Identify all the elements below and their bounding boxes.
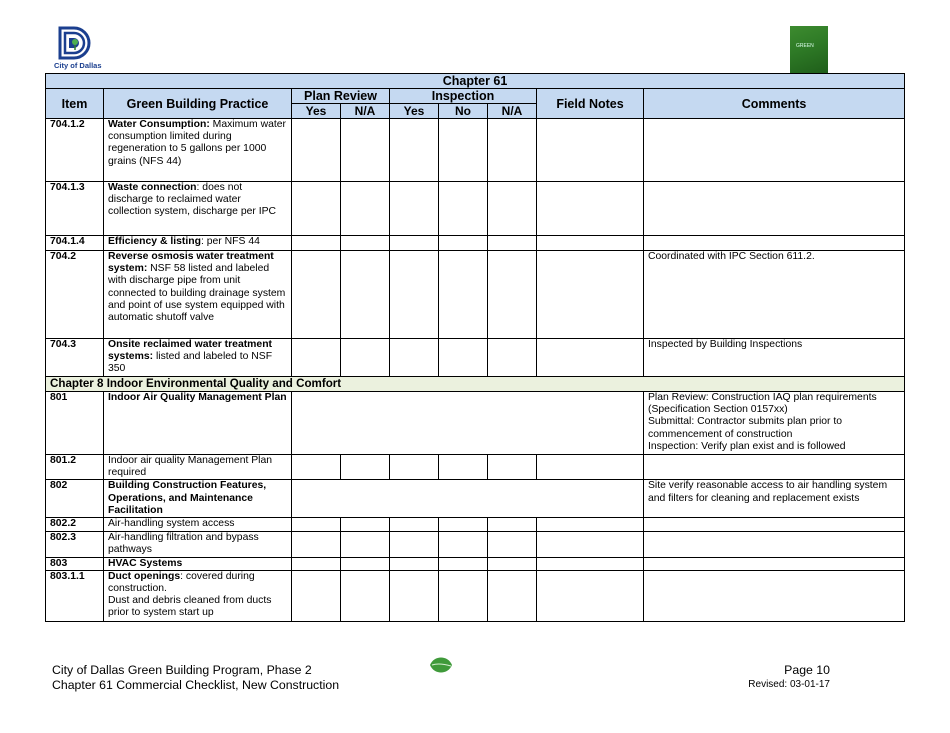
footer-line-2: Chapter 61 Commercial Checklist, New Construction xyxy=(52,677,340,692)
item-number: 704.2 xyxy=(46,251,104,339)
inspection-no-cell[interactable] xyxy=(439,339,488,377)
field-notes-cell[interactable] xyxy=(537,251,644,339)
inspection-na-cell[interactable] xyxy=(488,182,537,236)
practice-description: Air-handling system access xyxy=(108,518,235,530)
comment-cell xyxy=(644,557,905,570)
practice-cell xyxy=(104,236,292,251)
chapter-title: Chapter 61 xyxy=(46,74,905,89)
merged-check-cell xyxy=(292,480,644,518)
practice-description: NSF 58 listed and labeled with discharge pipe from unit connected to building drainage system and point of use system equipped with automatic shutoff valve xyxy=(108,263,286,324)
header-inspection-no: No xyxy=(439,104,488,119)
table-row xyxy=(46,480,905,518)
inspection-na-cell[interactable] xyxy=(488,119,537,182)
inspection-no-cell[interactable] xyxy=(439,557,488,570)
comment-cell xyxy=(644,455,905,480)
header-inspection-na: N/A xyxy=(488,104,537,119)
plan-review-yes-cell[interactable] xyxy=(292,339,341,377)
checklist-rows xyxy=(46,119,905,622)
green-building-checklist-table xyxy=(45,73,905,622)
section-title: Chapter 8 Indoor Environmental Quality and Comfort xyxy=(46,377,905,392)
inspection-na-cell[interactable] xyxy=(488,557,537,570)
item-number: 704.3 xyxy=(46,339,104,377)
page-number: Page 10 xyxy=(784,663,830,677)
table-row xyxy=(46,557,905,570)
practice-cell xyxy=(104,182,292,236)
table-row xyxy=(46,339,905,377)
inspection-yes-cell[interactable] xyxy=(390,339,439,377)
inspection-yes-cell[interactable] xyxy=(390,455,439,480)
practice-title: Onsite reclaimed water treatment systems: xyxy=(108,339,273,363)
practice-title: Reverse osmosis water treatment system: xyxy=(108,251,274,275)
leaf-icon xyxy=(428,655,454,680)
plan-review-na-cell[interactable] xyxy=(341,518,390,531)
practice-description: Maximum water consumption limited during regeneration to 5 gallons per 1000 grains (NFS 44) xyxy=(108,119,286,167)
item-number: 802.3 xyxy=(46,531,104,557)
comment-cell xyxy=(644,119,905,182)
practice-cell xyxy=(104,480,292,518)
plan-review-yes-cell[interactable] xyxy=(292,182,341,236)
comment-cell: Site verify reasonable access to air handling system and filters for cleaning and replacement exists xyxy=(644,480,905,518)
practice-title: Efficiency & listing xyxy=(108,236,201,247)
revised-date: Revised: 03-01-17 xyxy=(748,678,830,690)
header-inspection: Inspection xyxy=(390,89,537,104)
inspection-no-cell[interactable] xyxy=(439,518,488,531)
comment-cell: Plan Review: Construction IAQ plan requirements (Specification Section 0157xx) Submittal: Contractor submits plan prior to commencement of construction Inspection: Verify plan exist and is followed xyxy=(644,392,905,455)
header-plan-review: Plan Review xyxy=(292,89,390,104)
plan-review-yes-cell[interactable] xyxy=(292,236,341,251)
practice-cell xyxy=(104,518,292,531)
merged-check-cell xyxy=(292,392,644,455)
inspection-na-cell[interactable] xyxy=(488,455,537,480)
dallas-d-emblem-icon xyxy=(58,26,94,60)
field-notes-cell[interactable] xyxy=(537,182,644,236)
plan-review-na-cell[interactable] xyxy=(341,119,390,182)
plan-review-yes-cell[interactable] xyxy=(292,570,341,621)
section-row xyxy=(46,377,905,392)
inspection-no-cell[interactable] xyxy=(439,531,488,557)
footer-page-info xyxy=(748,663,830,692)
table-row xyxy=(46,236,905,251)
table-row xyxy=(46,455,905,480)
inspection-na-cell[interactable] xyxy=(488,531,537,557)
plan-review-yes-cell[interactable] xyxy=(292,251,341,339)
table-row xyxy=(46,251,905,339)
practice-cell xyxy=(104,455,292,480)
practice-cell xyxy=(104,119,292,182)
inspection-yes-cell[interactable] xyxy=(390,182,439,236)
inspection-na-cell[interactable] xyxy=(488,518,537,531)
inspection-no-cell[interactable] xyxy=(439,251,488,339)
practice-title: Indoor Air Quality Management Plan xyxy=(108,392,287,403)
city-of-dallas-logo xyxy=(54,26,102,70)
item-number: 803.1.1 xyxy=(46,570,104,621)
inspection-yes-cell[interactable] xyxy=(390,518,439,531)
inspection-no-cell[interactable] xyxy=(439,570,488,621)
comment-cell: Inspected by Building Inspections xyxy=(644,339,905,377)
plan-review-yes-cell[interactable] xyxy=(292,119,341,182)
plan-review-yes-cell[interactable] xyxy=(292,531,341,557)
item-number: 704.1.3 xyxy=(46,182,104,236)
org-caption: City of Dallas xyxy=(54,61,102,70)
badge-text: GREEN xyxy=(796,43,814,49)
practice-cell xyxy=(104,339,292,377)
item-number: 704.1.4 xyxy=(46,236,104,251)
item-number: 803 xyxy=(46,557,104,570)
field-notes-cell[interactable] xyxy=(537,518,644,531)
plan-review-na-cell[interactable] xyxy=(341,251,390,339)
plan-review-yes-cell[interactable] xyxy=(292,455,341,480)
item-number: 704.1.2 xyxy=(46,119,104,182)
practice-cell xyxy=(104,531,292,557)
inspection-no-cell[interactable] xyxy=(439,455,488,480)
field-notes-cell[interactable] xyxy=(537,339,644,377)
practice-title: HVAC Systems xyxy=(108,557,183,569)
plan-review-na-cell[interactable] xyxy=(341,570,390,621)
header-plan-review-yes: Yes xyxy=(292,104,341,119)
field-notes-cell[interactable] xyxy=(537,119,644,182)
plan-review-na-cell[interactable] xyxy=(341,531,390,557)
practice-cell xyxy=(104,570,292,621)
practice-title: Duct openings xyxy=(108,570,181,582)
practice-title: Waste connection xyxy=(108,182,197,193)
practice-description: : does not discharge to reclaimed water collection system, discharge per IPC xyxy=(108,182,277,218)
comment-cell xyxy=(644,182,905,236)
table-row xyxy=(46,119,905,182)
header-item: Item xyxy=(46,89,104,119)
plan-review-na-cell[interactable] xyxy=(341,236,390,251)
table-row xyxy=(46,531,905,557)
header-plan-review-na: N/A xyxy=(341,104,390,119)
practice-description: Air-handling filtration and bypass pathways xyxy=(108,531,259,555)
plan-review-na-cell[interactable] xyxy=(341,182,390,236)
comment-cell: Coordinated with IPC Section 611.2. xyxy=(644,251,905,339)
plan-review-yes-cell[interactable] xyxy=(292,557,341,570)
inspection-yes-cell[interactable] xyxy=(390,531,439,557)
header-comments: Comments xyxy=(644,89,905,119)
inspection-no-cell[interactable] xyxy=(439,119,488,182)
practice-cell xyxy=(104,557,292,570)
inspection-na-cell[interactable] xyxy=(488,570,537,621)
table-row xyxy=(46,182,905,236)
comment-cell xyxy=(644,236,905,251)
header-field-notes: Field Notes xyxy=(537,89,644,119)
field-notes-cell[interactable] xyxy=(537,557,644,570)
plan-review-na-cell[interactable] xyxy=(341,455,390,480)
practice-cell xyxy=(104,251,292,339)
inspection-no-cell[interactable] xyxy=(439,182,488,236)
inspection-no-cell[interactable] xyxy=(439,236,488,251)
table-row xyxy=(46,570,905,621)
inspection-na-cell[interactable] xyxy=(488,339,537,377)
field-notes-cell[interactable] xyxy=(537,236,644,251)
item-number: 801.2 xyxy=(46,455,104,480)
footer-line-1: City of Dallas Green Building Program, Phase 2 xyxy=(52,663,312,677)
inspection-yes-cell[interactable] xyxy=(390,236,439,251)
inspection-yes-cell[interactable] xyxy=(390,570,439,621)
field-notes-cell[interactable] xyxy=(537,570,644,621)
green-building-badge xyxy=(790,26,828,73)
inspection-na-cell[interactable] xyxy=(488,251,537,339)
field-notes-cell[interactable] xyxy=(537,531,644,557)
practice-title: Water Consumption: xyxy=(108,119,210,130)
inspection-yes-cell[interactable] xyxy=(390,251,439,339)
comment-cell xyxy=(644,518,905,531)
table-row xyxy=(46,392,905,455)
plan-review-na-cell[interactable] xyxy=(341,557,390,570)
table-row xyxy=(46,518,905,531)
practice-description: : per NFS 44 xyxy=(200,236,260,247)
item-number: 801 xyxy=(46,392,104,455)
inspection-yes-cell[interactable] xyxy=(390,557,439,570)
comment-cell xyxy=(644,570,905,621)
inspection-na-cell[interactable] xyxy=(488,236,537,251)
practice-cell xyxy=(104,392,292,455)
comment-cell xyxy=(644,531,905,557)
practice-title: Building Construction Features, Operations, and Maintenance Facilitation xyxy=(108,480,267,516)
header-inspection-yes: Yes xyxy=(390,104,439,119)
practice-description: listed and labeled to NSF 350 xyxy=(108,351,273,375)
header-practice: Green Building Practice xyxy=(104,89,292,119)
practice-description: Indoor air quality Management Plan required xyxy=(108,455,273,479)
inspection-yes-cell[interactable] xyxy=(390,119,439,182)
item-number: 802 xyxy=(46,480,104,518)
plan-review-yes-cell[interactable] xyxy=(292,518,341,531)
field-notes-cell[interactable] xyxy=(537,455,644,480)
item-number: 802.2 xyxy=(46,518,104,531)
footer-program xyxy=(52,663,339,692)
plan-review-na-cell[interactable] xyxy=(341,339,390,377)
practice-description: : covered during construction. Dust and debris cleaned from ducts prior to system start up xyxy=(108,570,272,619)
